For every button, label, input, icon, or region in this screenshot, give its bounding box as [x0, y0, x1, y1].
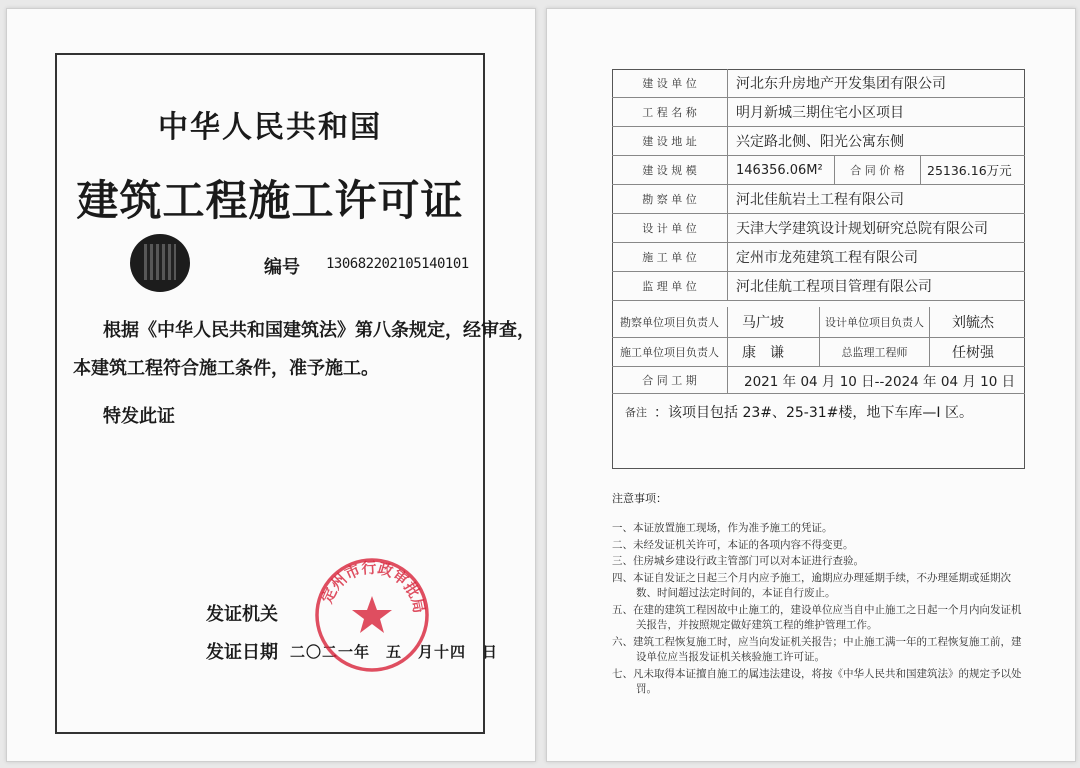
period-label: 合 同 工 期 [612, 367, 728, 393]
body-line-2: 本建筑工程符合施工条件，准予施工。 [73, 358, 379, 379]
row-label: 勘 察 单 位 [612, 185, 728, 213]
table-row [612, 272, 1025, 301]
qr-code-seal [130, 234, 190, 292]
row-label: 工 程 名 称 [612, 98, 728, 126]
official-red-seal [312, 556, 432, 674]
attention-item: 六、建筑工程恢复施工时，应当向发证机关报告；中止施工满一年的工程恢复施工前，建设单位应当报发证机关核验施工许可证。 [612, 635, 1022, 663]
seal-text: 定州市行政审批局 [317, 558, 429, 615]
table-row [612, 338, 1025, 367]
attention-item: 一、本证放置施工现场，作为准予施工的凭证。 [612, 522, 833, 534]
row-label: 设 计 单 位 [612, 214, 728, 242]
attention-item: 七、凡未取得本证擅自施工的属违法建设，将按《中华人民共和国建筑法》的规定予以处罚。 [612, 667, 1022, 695]
row-label: 建 设 地 址 [612, 127, 728, 155]
notes-value: ：该项目包括 23#、25-31#楼，地下车库—I 区。 [654, 405, 973, 421]
row-label: 监 理 单 位 [612, 272, 728, 300]
survey-manager-label: 勘察单位项目负责人 [612, 307, 728, 337]
notes-label: 备注 [625, 406, 647, 419]
number-value: 130682202105140101 [326, 256, 469, 272]
table-row [612, 243, 1025, 272]
survey-manager-value: 马广坡 [728, 307, 820, 337]
chief-supervisor-label: 总监理工程师 [820, 338, 930, 366]
seal-star-icon [352, 596, 392, 633]
body-line-1: 根据《中华人民共和国建筑法》第八条规定，经审查， [103, 320, 535, 341]
row-value: 明月新城三期住宅小区项目 [736, 105, 904, 121]
table-row [612, 127, 1025, 156]
number-label: 编号 [264, 257, 300, 278]
body-line-3: 特发此证 [103, 406, 175, 427]
price-label: 合 同 价 格 [835, 156, 921, 184]
table-row [612, 98, 1025, 127]
row-value: 河北东升房地产开发集团有限公司 [736, 76, 946, 92]
row-value: 定州市龙苑建筑工程有限公司 [736, 250, 918, 266]
row-value: 河北佳航岩土工程有限公司 [736, 192, 904, 208]
period-value: 2021 年 04 月 10 日--2024 年 04 月 10 日 [744, 374, 1016, 390]
design-manager-label: 设计单位项目负责人 [820, 307, 930, 337]
row-value: 兴定路北侧、阳光公寓东侧 [736, 134, 904, 150]
price-value: 25136.16万元 [927, 163, 1012, 178]
table-row [612, 185, 1025, 214]
scale-value: 146356.06M² [728, 156, 835, 184]
table-row [612, 367, 1025, 394]
attention-list [612, 521, 1022, 699]
table-row [612, 69, 1025, 98]
attention-title: 注意事项： [612, 492, 667, 505]
scale-label: 建 设 规 模 [612, 156, 728, 184]
table-row [612, 214, 1025, 243]
attention-item: 二、未经发证机关许可，本证的各项内容不得变更。 [612, 538, 854, 551]
construction-manager-value: 康 谦 [728, 338, 820, 366]
attention-item: 五、在建的建筑工程因故中止施工的，建设单位应当自中止施工之日起一个月内向发证机关报告，并按照规定做好建筑工程的维护管理工作。 [612, 603, 1022, 631]
issuer-label: 发证机关 [206, 604, 278, 625]
table-row [612, 156, 1025, 185]
permit-title: 建筑工程施工许可证 [76, 176, 464, 225]
attention-item: 四、本证自发证之日起三个月内应予施工，逾期应办理延期手续，不办理延期或延期次数、时间超过法定时间的，本证自行废止。 [612, 571, 1011, 599]
qr-code-pattern [144, 244, 176, 280]
row-value: 天津大学建筑设计规划研究总院有限公司 [736, 221, 988, 237]
issue-date-value: 二〇二一年 五 月十四 日 [290, 643, 499, 661]
issue-date-label: 发证日期 [206, 642, 278, 663]
construction-manager-label: 施工单位项目负责人 [612, 338, 728, 366]
design-manager-value: 刘毓杰 [952, 315, 994, 331]
country-title: 中华人民共和国 [158, 110, 382, 145]
row-label: 建 设 单 位 [612, 69, 728, 97]
table-row [612, 307, 1025, 338]
row-label: 施 工 单 位 [612, 243, 728, 271]
chief-supervisor-value: 任树强 [952, 345, 994, 361]
attention-item: 三、住房城乡建设行政主管部门可以对本证进行查验。 [612, 555, 864, 567]
row-value: 河北佳航工程项目管理有限公司 [736, 279, 932, 295]
